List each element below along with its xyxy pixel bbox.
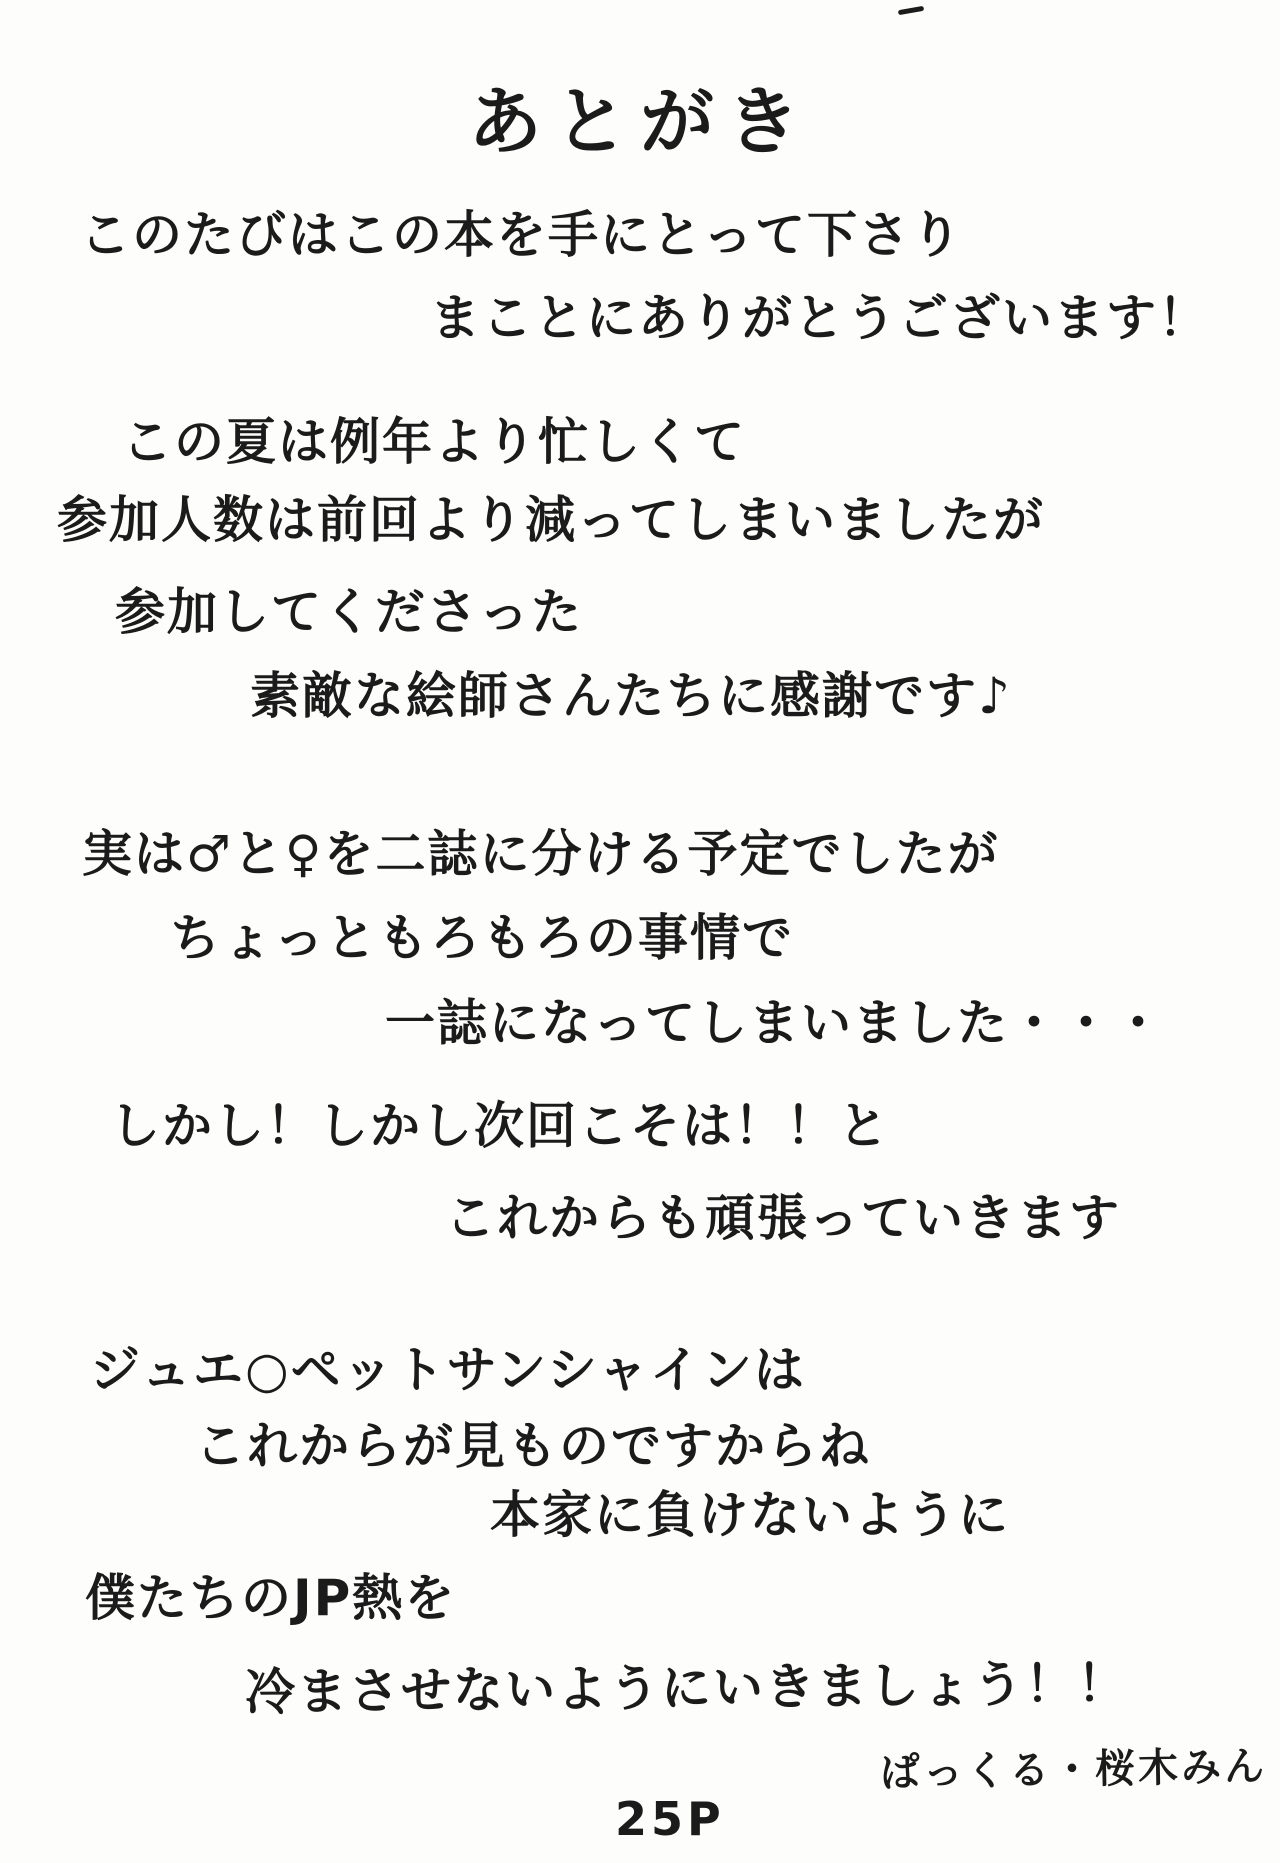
handwritten-line: ちょっともろもろの事情で bbox=[170, 909, 794, 967]
handwritten-line: 参加してくださった bbox=[115, 583, 583, 641]
handwritten-line: 実は♂と♀を二誌に分ける予定でしたが bbox=[82, 825, 1000, 883]
handwritten-line: これからが見ものですからね bbox=[195, 1417, 871, 1475]
handwritten-line: 素敵な絵師さんたちに感謝です♪ bbox=[250, 667, 1012, 725]
handwritten-line: まことにありがとうございます！ bbox=[430, 289, 1210, 347]
scan-artifact bbox=[898, 6, 924, 15]
handwritten-line: この夏は例年より忙しくて bbox=[122, 413, 746, 471]
handwritten-line: これからも頑張っていきます bbox=[445, 1189, 1121, 1247]
page-number: 25P bbox=[615, 1792, 725, 1846]
handwritten-line: 一誌になってしまいました・・・ bbox=[385, 994, 1165, 1052]
handwritten-line: 本家に負けないように bbox=[490, 1486, 1010, 1544]
page-title: あとがき bbox=[468, 79, 812, 165]
handwritten-line: ジュエ○ペットサンシャインは bbox=[90, 1341, 806, 1399]
handwritten-line: 参加人数は前回より減ってしまいましたが bbox=[57, 491, 1045, 549]
handwritten-line: しかし！しかし次回こそは！！と bbox=[110, 1097, 890, 1155]
handwritten-line: 僕たちのJP熱を bbox=[85, 1569, 457, 1627]
handwritten-line: このたびはこの本を手にとって下さり bbox=[80, 206, 963, 264]
handwritten-line: 冷まさせないようにいきましょう！！ bbox=[244, 1654, 1130, 1722]
author-signature: ぱっくる・桜木みん bbox=[879, 1743, 1268, 1797]
